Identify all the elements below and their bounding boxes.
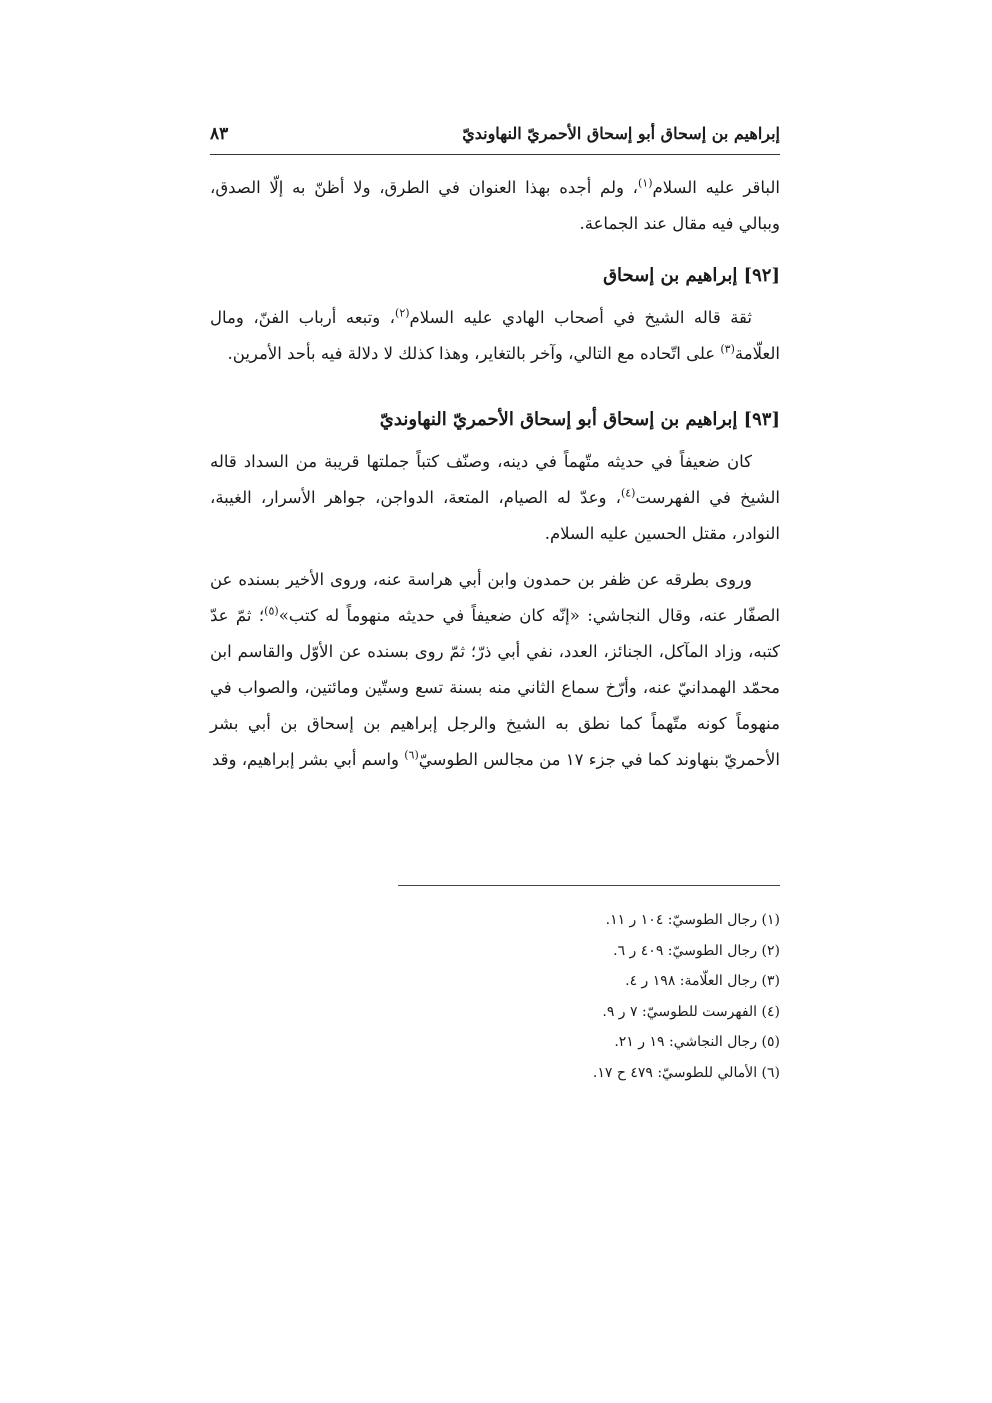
entry-93-paragraph-2: [210, 562, 780, 778]
entry-93-p1-text-b: ، وعدّ له الصيام، المتعة، الدواجن، جواهر الأسرار، الغيبة، النوادر، مقتل الحسين عليه السلام.: [210, 488, 780, 543]
footnote-ref-4: (٤): [620, 486, 636, 500]
footnote-2: (٢) رجال الطوسيّ: ٤٠٩ ر ٦.: [613, 942, 780, 959]
intro-paragraph: [210, 170, 780, 242]
entry-93-p2-text-c: واسم أبي بشر إبراهيم، وقد: [211, 750, 405, 769]
footnote-ref-5: (٥): [264, 604, 279, 618]
entry-93-heading: [٩٣] إبراهيم بن إسحاق أبو إسحاق الأحمريّ النهاونديّ: [379, 409, 780, 430]
footnote-3: (٣) رجال العلّامة: ١٩٨ ر ٤.: [625, 973, 780, 989]
entry-92-paragraph: [210, 300, 780, 372]
footnote-ref-1: (١): [637, 176, 653, 190]
entry-93-p2-text-b: ؛ ثمّ عدّ كتبه، وزاد المآكل، الجنائز، العدد، نفي أبي ذرّ؛ ثمّ روى بسنده عن الأوّل والقاسم ابن محمّد الهمدانيّ عنه، وأرّخ سماع الثاني منه بسنة تسع وستّين ومائتين، والصواب في منهوماً كونه متّهماً كما نطق به الشيخ والرجل إبراهيم بن إسحاق بن أبي بشر الأحمريّ بنهاوند كما في جزء ١٧ من مجالس الطوسيّ: [210, 606, 780, 769]
footnote-ref-3: (٣): [720, 342, 735, 356]
entry-92-text-c: على اتّحاده مع التالي، وآخر بالتغاير، وهذا كذلك لا دلالة فيه بأحد الأمرين.: [227, 344, 721, 363]
page-header: [210, 120, 780, 155]
entry-92-text-a: ثقة قاله الشيخ في أصحاب الهادي عليه السلام: [409, 308, 752, 327]
footnote-ref-2: (٢): [395, 306, 410, 320]
footnote-ref-6: (٦): [404, 748, 419, 762]
entry-92-heading: [٩٢] إبراهيم بن إسحاق: [603, 265, 780, 286]
main-text: [210, 170, 780, 778]
entry-92-text-b: ، وتبعه أرباب الفنّ، ومال العلّامة: [210, 308, 780, 363]
intro-text-a: الباقر عليه السلام: [652, 178, 781, 197]
intro-text-b: ، ولم أجده بهذا العنوان في الطرق، ولا أظنّ به إلّا الصدق، وببالي فيه مقال عند الجماعة.: [210, 178, 780, 233]
footnotes: [398, 905, 780, 1088]
running-title: إبراهيم بن إسحاق أبو إسحاق الأحمريّ النهاونديّ: [462, 124, 780, 143]
entry-93-p1-text-a: كان ضعيفاً في حديثه متّهماً في دينه، وصنّف كتباً جملتها قريبة من السداد قاله الشيخ في الفهرست: [210, 452, 780, 507]
footnote-1: (١) رجال الطوسيّ: ١٠٤ ر ١١.: [605, 912, 780, 928]
page-number: ٨٣: [210, 124, 229, 144]
entry-93-p2-text-a: وروى بطرقه عن ظفر بن حمدون وابن أبي هراسة عنه، وروى الأخير بسنده عن الصفّار عنه، وقال النجاشي: «إنّه كان ضعيفاً في حديثه منهوماً له كتب»: [210, 570, 780, 625]
footnote-5: (٥) رجال النجاشي: ١٩ ر ٢١.: [614, 1034, 780, 1050]
footnote-4: (٤) الفهرست للطوسيّ: ٧ ر ٩.: [602, 1003, 780, 1020]
entry-93-paragraph-1: [210, 444, 780, 552]
footnote-6: (٦) الأمالي للطوسيّ: ٤٧٩ ح ١٧.: [592, 1064, 780, 1081]
footnote-divider: [398, 885, 780, 886]
